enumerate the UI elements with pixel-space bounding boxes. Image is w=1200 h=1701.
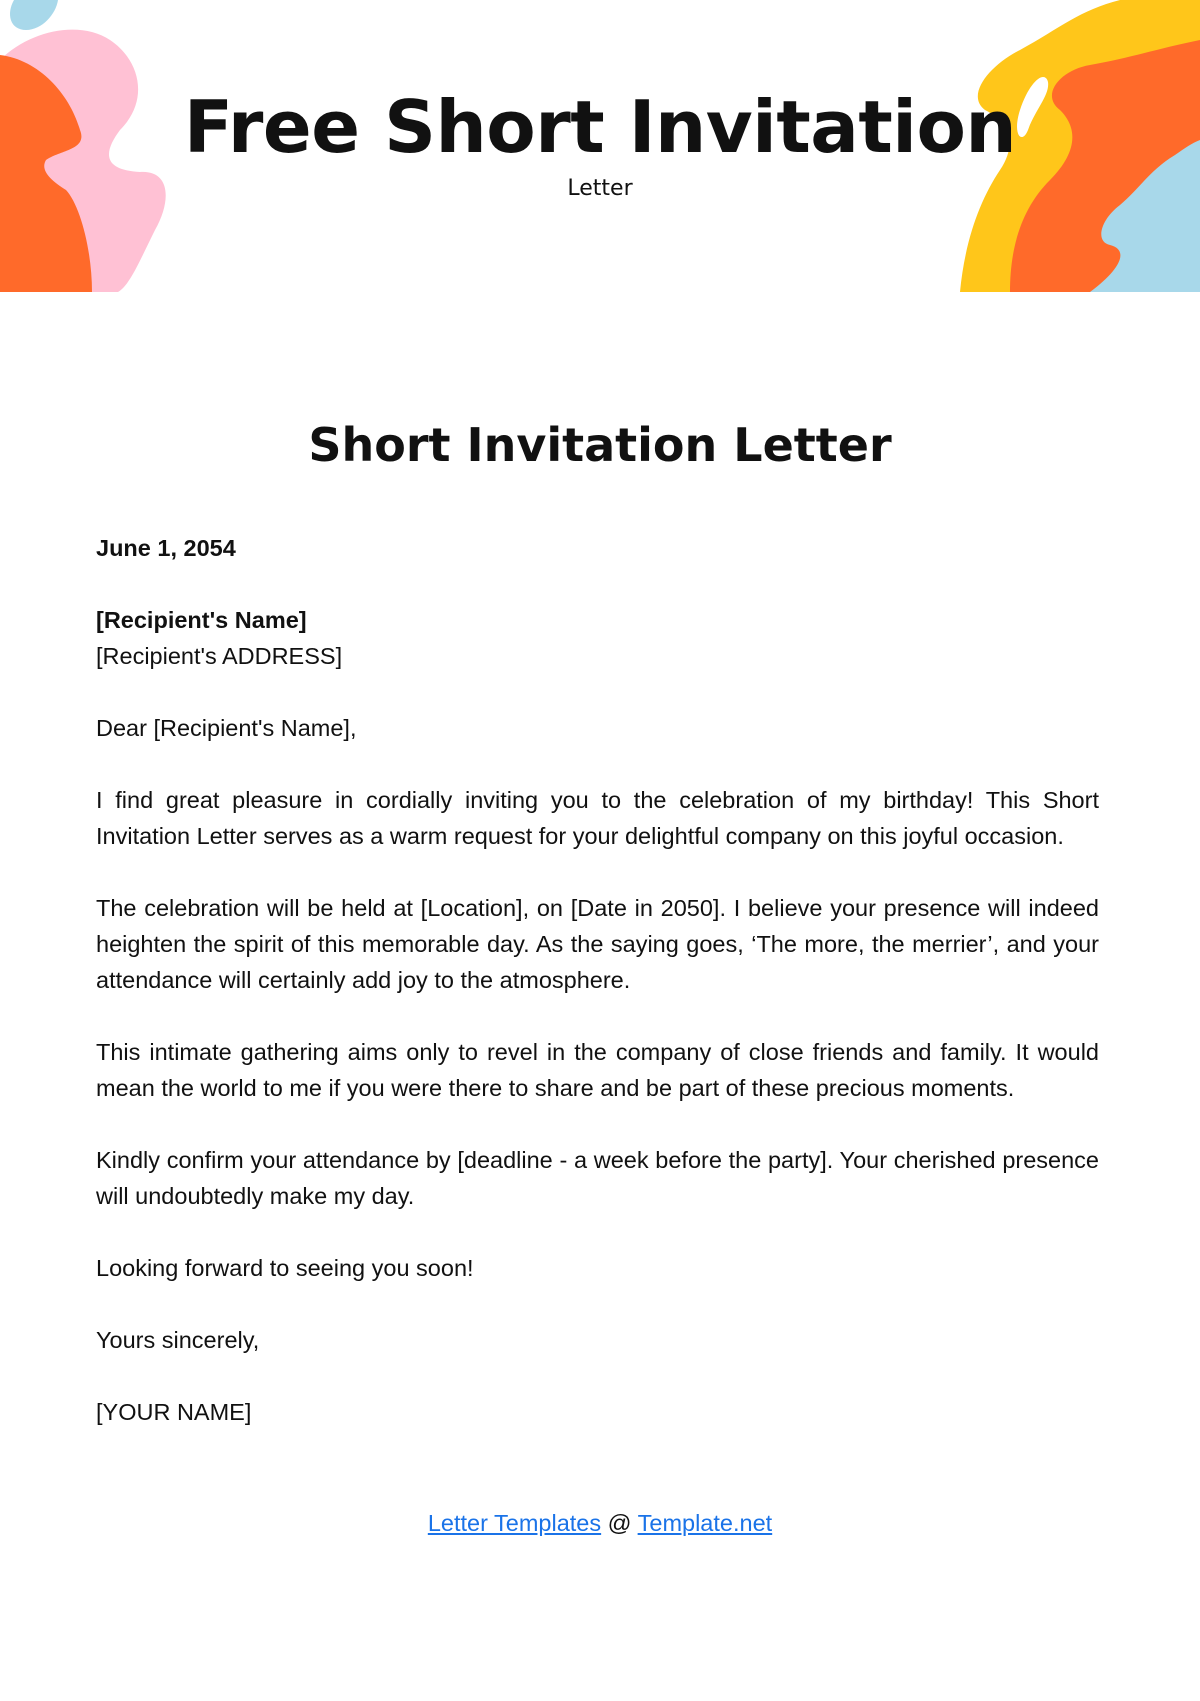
- left-light-blue-blob: [10, 0, 58, 30]
- recipient-name: [Recipient's Name]: [96, 607, 307, 633]
- recipient-block: [96, 602, 1099, 674]
- header-banner: [0, 0, 1200, 292]
- recipient-address: [Recipient's ADDRESS]: [96, 643, 343, 669]
- closing: Yours sincerely,: [96, 1327, 260, 1353]
- footer-separator: @: [601, 1510, 638, 1536]
- letter-date: June 1, 2054: [96, 535, 236, 561]
- paragraph-4: Kindly confirm your attendance by [deadline - a week before the party]. Your cherished presence will undoubtedly make my day.: [96, 1147, 1099, 1209]
- banner-title: Free Short Invitation: [183, 85, 1017, 169]
- paragraph-3: This intimate gathering aims only to revel in the company of close friends and family. It would mean the world to me if you were there to share and be part of these precious moments.: [96, 1039, 1099, 1101]
- template-net-link[interactable]: Template.net: [637, 1510, 773, 1536]
- paragraph-5: Looking forward to seeing you soon!: [96, 1255, 474, 1281]
- salutation: Dear [Recipient's Name],: [96, 715, 357, 741]
- document-title: Short Invitation Letter: [308, 418, 892, 472]
- letter-body: [96, 530, 1099, 1430]
- footer-credit: [0, 1506, 1200, 1540]
- paragraph-1: I find great pleasure in cordially inviting you to the celebration of my birthday! This Short Invitation Letter serves as a warm request for your delightful company on this joyful occasion.: [96, 787, 1099, 849]
- letter-templates-link[interactable]: Letter Templates: [427, 1510, 602, 1536]
- banner-subtitle: Letter: [567, 176, 633, 201]
- signature: [YOUR NAME]: [96, 1399, 252, 1425]
- paragraph-2: The celebration will be held at [Location], on [Date in 2050]. I believe your presence will indeed heighten the spirit of this memorable day. As the saying goes, ‘The more, the merrier’, and your attendance will certainly add joy to the atmosphere.: [96, 895, 1099, 993]
